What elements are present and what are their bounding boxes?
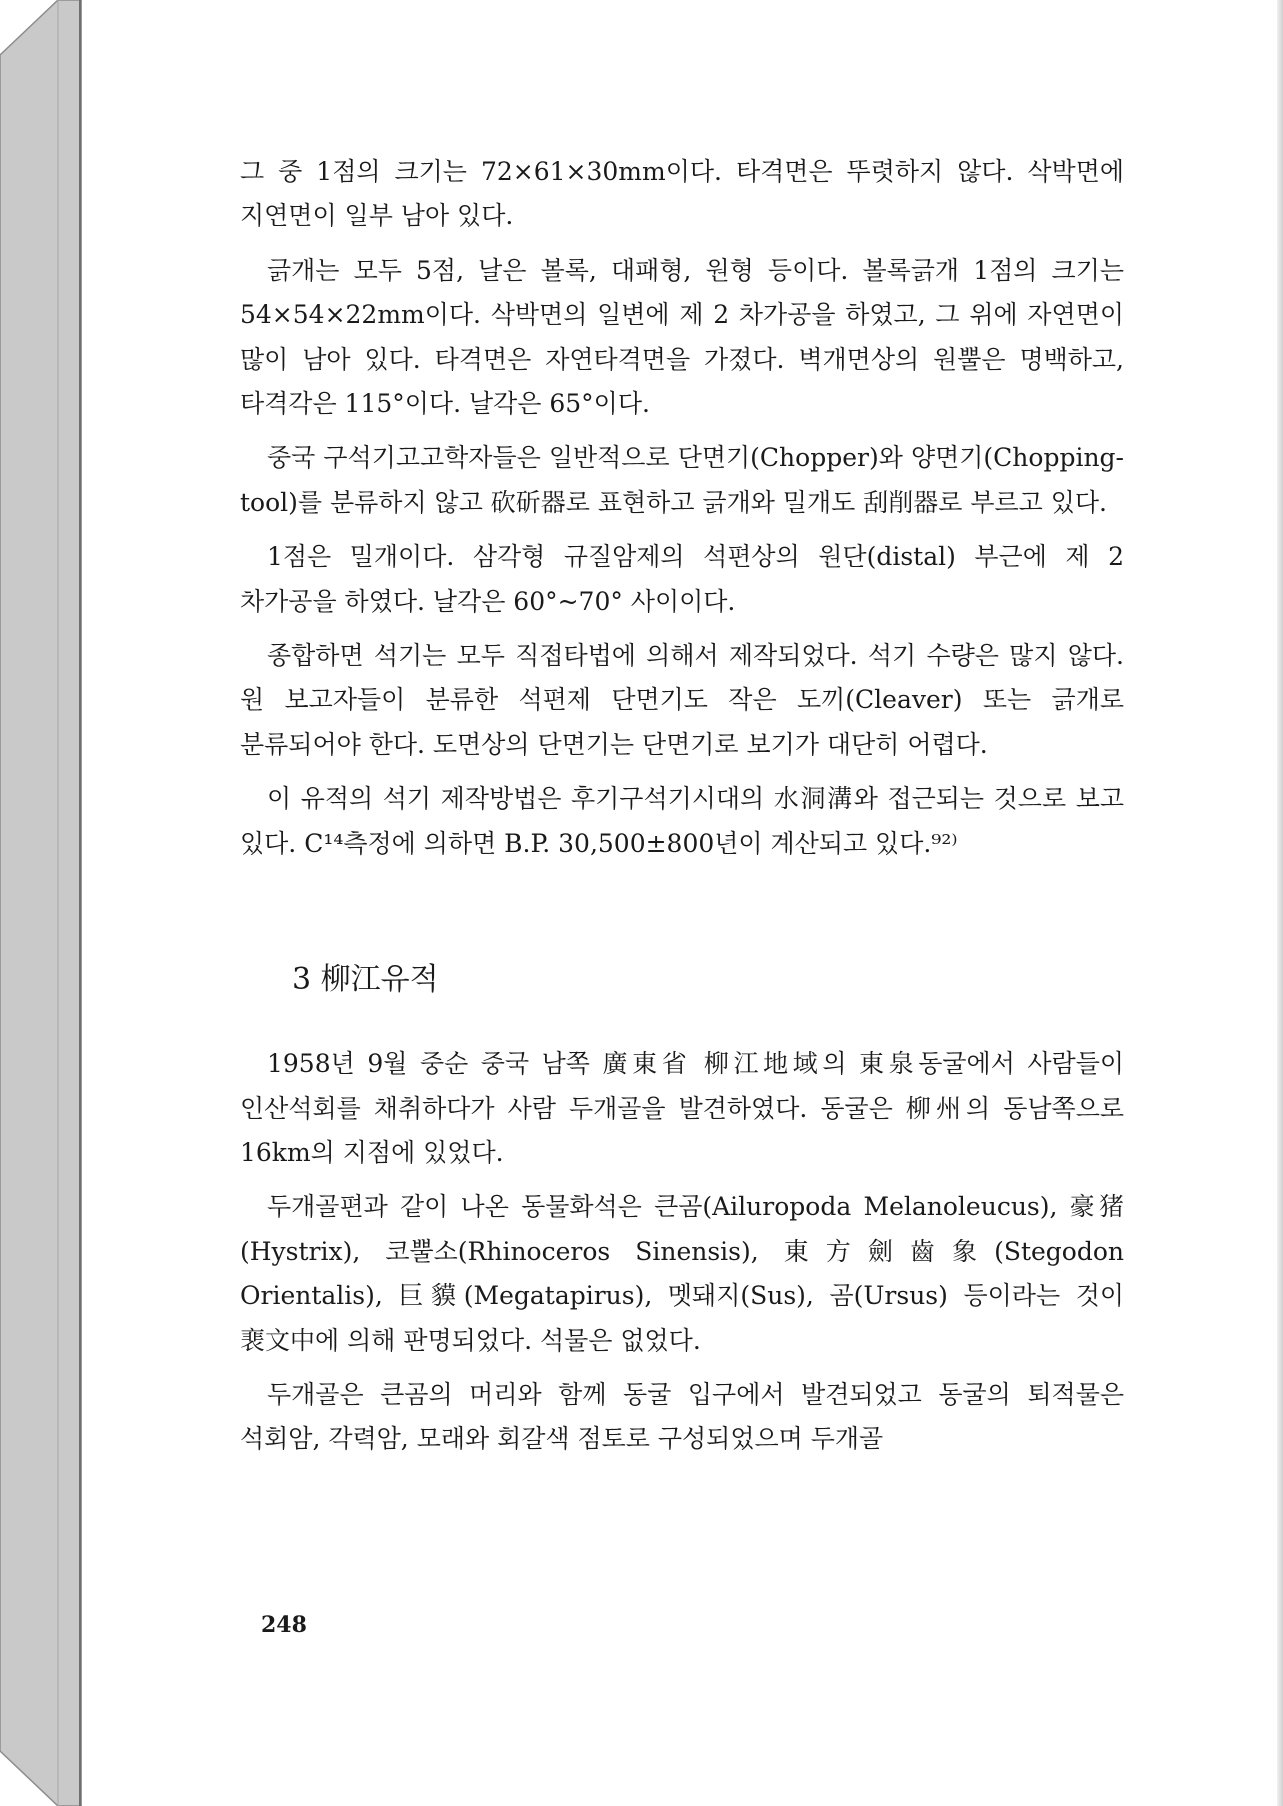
page-number: 248 xyxy=(261,1612,307,1638)
paragraph-2: 긁개는 모두 5점, 날은 볼록, 대패형, 원형 등이다. 볼록긁개 1점의 크기는 54×54×22mm이다. 삭박면의 일변에 제 2 차가공을 하였고, 그 위에 자연면이 많이 남아 있다. 타격면은 자연타격면을 가졌다. 벽개면상의 원뿔은 명백하고, 타격각은 115°이다. 날각은 65°이다. xyxy=(240,255,1124,419)
paragraph-6: 이 유적의 석기 제작방법은 후기구석기시대의 水洞溝와 접근되는 것으로 보고 있다. C¹⁴측정에 의하면 B.P. 30,500±800년이 계산되고 있다.⁹²⁾ xyxy=(240,784,1124,858)
page-body xyxy=(240,150,1124,1472)
paragraph-8: 두개골편과 같이 나온 동물화석은 큰곰(Ailuropoda Melanoleucus), 豪猪(Hystrix), 코뿔소(Rhinoceros Sinensis), 東方劍齒象(Stegodon Orientalis), 巨貘(Megatapirus), 멧돼지(Sus), 곰(Ursus) 등이라는 것이 裵文中에 의해 판명되었다. 석물은 없었다. xyxy=(240,1192,1124,1355)
section-heading: 3 柳江유적 xyxy=(292,962,439,998)
paragraph-1: 그 중 1점의 크기는 72×61×30mm이다. 타격면은 뚜렷하지 않다. 삭박면에 지연면이 일부 남아 있다. xyxy=(240,157,1124,231)
page-right-edge xyxy=(1277,0,1283,1806)
book-spine xyxy=(0,0,82,1806)
paragraph-4: 1점은 밀개이다. 삼각형 규질암제의 석편상의 원단(distal) 부근에 제 2 차가공을 하였다. 날각은 60°~70° 사이이다. xyxy=(240,542,1124,616)
paragraph-5: 종합하면 석기는 모두 직접타법에 의해서 제작되었다. 석기 수량은 많지 않다. 원 보고자들이 분류한 석편제 단면기도 작은 도끼(Cleaver) 또는 긁개로 분류되어야 한다. 도면상의 단면기는 단면기로 보기가 대단히 어렵다. xyxy=(240,641,1124,759)
paragraph-9: 두개골은 큰곰의 머리와 함께 동굴 입구에서 발견되었고 동굴의 퇴적물은 석회암, 각력암, 모래와 회갈색 점토로 구성되었으며 두개골 xyxy=(240,1379,1124,1454)
paragraph-3: 중국 구석기고고학자들은 일반적으로 단면기(Chopper)와 양면기(Chopping-tool)를 분류하지 않고 砍斫器로 표현하고 긁개와 밀개도 刮削器로 부르고 있다. xyxy=(240,443,1124,517)
paragraph-7: 1958년 9월 중순 중국 남쪽 廣東省 柳江地域의 東泉동굴에서 사람들이 인산석회를 채취하다가 사람 두개골을 발견하였다. 동굴은 柳州의 동남쪽으로 16km의 지점에 있었다. xyxy=(240,1049,1124,1167)
